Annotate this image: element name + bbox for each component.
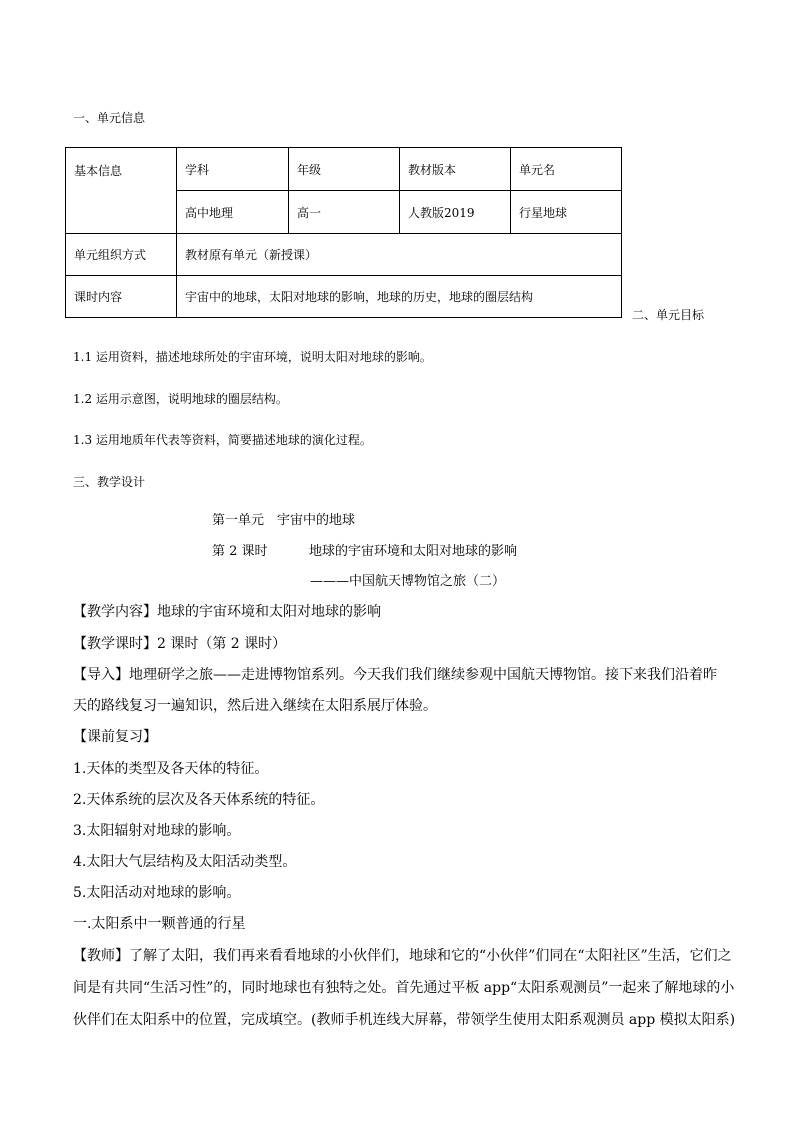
teacher-line-3: 伙伴们在太阳系中的位置，完成填空。(教师手机连线大屏幕，带领学生使用太阳系观测员 app 模拟太阳系): [73, 1012, 736, 1028]
teacher-text-1: 了解了太阳，我们再来看看地球的小伙伴们，地球和它的“小伙伴”们同在“太阳社区”生活，它们之: [129, 948, 732, 964]
teach-hours: [73, 633, 286, 653]
intro-line-2: 天的路线复习一遍知识，然后进入继续在太阳系展厅体验。: [73, 698, 437, 714]
goal-2: 1.2 运用示意图，说明地球的圈层结构。: [73, 392, 288, 406]
review-item-3: 3.太阳辐射对地球的影响。: [73, 823, 241, 839]
value-subject: 高中地理: [177, 191, 289, 234]
review-label: 【课前复习】: [73, 729, 157, 745]
teach-hours-label: 【教学课时】: [73, 636, 157, 652]
value-grade: 高一: [289, 191, 400, 234]
header-textbook: 教材版本: [400, 148, 511, 191]
section-3-title: 三、教学设计: [73, 475, 146, 489]
teach-hours-text: 2 课时（第 2 课时）: [157, 636, 287, 652]
part-1-title: 一.太阳系中一颗普通的行星: [73, 916, 246, 932]
org-value: 教材原有单元（新授课）: [177, 234, 622, 276]
intro-label: 【导入】: [73, 667, 129, 683]
header-subject: 学科: [177, 148, 289, 191]
review-item-1: 1.天体的类型及各天体的特征。: [73, 761, 269, 777]
teach-content-text: 地球的宇宙环境和太阳对地球的影响: [157, 604, 381, 620]
lesson-title: 地球的宇宙环境和太阳对地球的影响: [309, 544, 518, 559]
section-2-title: 二、单元目标: [632, 308, 705, 322]
org-label: 单元组织方式: [66, 234, 177, 276]
intro-text-1: 地理研学之旅——走进博物馆系列。今天我们我们继续参观中国航天博物馆。接下来我们沿着昨: [129, 667, 717, 683]
goal-3: 1.3 运用地质年代表等资料，简要描述地球的演化过程。: [73, 433, 372, 447]
teacher-line-2: 间是有共同“生活习性”的，同时地球也有独特之处。首先通过平板 app“太阳系观测员”一起来了解地球的小: [73, 980, 735, 996]
lesson-number: 第 2 课时: [212, 544, 268, 559]
teacher-line-1: [73, 945, 732, 965]
value-textbook: 人教版2019: [400, 191, 511, 234]
lesson-subtitle: ———中国航天博物馆之旅（二）: [310, 574, 506, 589]
teacher-label: 【教师】: [73, 948, 129, 964]
goal-1: 1.1 运用资料，描述地球所处的宇宙环境，说明太阳对地球的影响。: [73, 350, 432, 364]
teach-content: [73, 601, 381, 621]
review-item-5: 5.太阳活动对地球的影响。: [73, 885, 241, 901]
intro-line-1: [73, 664, 717, 684]
review-item-2: 2.天体系统的层次及各天体系统的特征。: [73, 792, 325, 808]
unit-title: 第一单元 宇宙中的地球: [212, 513, 356, 528]
review-item-4: 4.太阳大气层结构及太阳活动类型。: [73, 854, 297, 870]
header-unit-name: 单元名: [511, 148, 622, 191]
unit-info-table: [65, 147, 622, 318]
content-label: 课时内容: [66, 276, 177, 318]
teach-content-label: 【教学内容】: [73, 604, 157, 620]
header-grade: 年级: [289, 148, 400, 191]
value-unit-name: 行星地球: [511, 191, 622, 234]
section-1-title: 一、单元信息: [73, 111, 146, 125]
content-value: 宇宙中的地球，太阳对地球的影响，地球的历史，地球的圈层结构: [177, 276, 622, 318]
basic-info-label: 基本信息: [66, 148, 177, 234]
